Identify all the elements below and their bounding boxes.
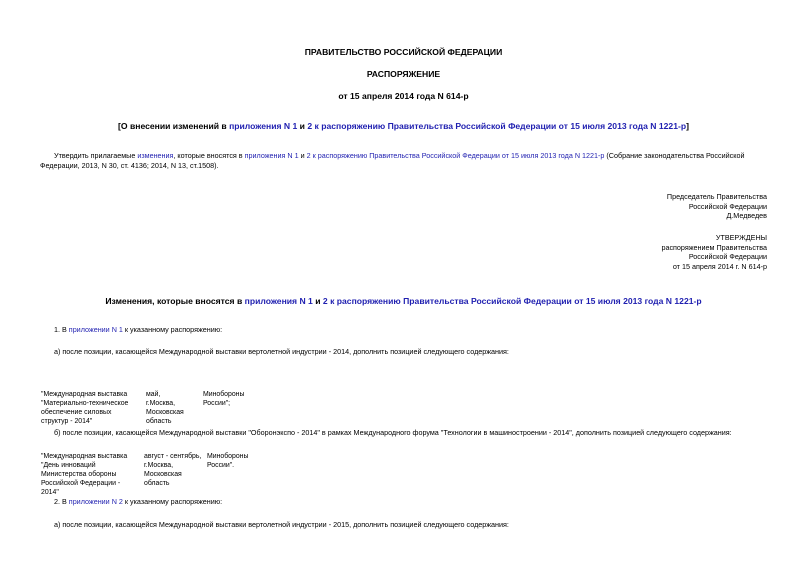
link-appendix-2[interactable]: 2	[307, 121, 313, 131]
link-appendix-1[interactable]: приложения N 1	[244, 296, 313, 306]
link-appendix-1[interactable]: приложения N 1	[229, 121, 298, 131]
link-changes[interactable]: изменения	[137, 151, 174, 160]
item-1: 1. В приложении N 1 к указанному распоряжению:	[54, 325, 223, 334]
main-paragraph: Утвердить прилагаемые изменения, которые вносятся в приложения N 1 и 2 к распоряжению Правительства Российской Федерации от 15 июля 2013 года N 1221-р (Собрание законодательства Российской Федерации, 2013, N 30, ст. 4136; 2014, N 13, ст.1508).	[40, 151, 745, 170]
table2-col-organizer: Минобороны России".	[207, 453, 249, 470]
item-1b: б) после позиции, касающейся Международной выставки "Оборонэкспо - 2014" в рамках Международного форума "Технологии в машиностроении - 2014", дополнить позицией следующего содержания:	[54, 428, 732, 437]
table1-col-place: май, г.Москва, Московская область	[146, 391, 184, 426]
link-appendix-2[interactable]: приложении N 2	[68, 497, 123, 506]
table1-col-event: "Международная выставка "Материально-техническое обеспечение силовых структур - 2014"	[41, 391, 129, 426]
changes-title: Изменения, которые вносятся в приложения N 1 и 2 к распоряжению Правительства Российской Федерации от 15 июля 2013 года N 1221-р	[105, 296, 702, 306]
item-2a: а) после позиции, касающейся Международной выставки вертолетной индустрии - 2015, дополнить позицией следующего содержания:	[54, 520, 509, 529]
approved-block: УТВЕРЖДЕНЫ распоряжением Правительства Российской Федерации от 15 апреля 2014 г. N 614-р	[661, 233, 767, 271]
link-order-1221[interactable]: к распоряжению Правительства Российской Федерации от 15 июля 2013 года N 1221-р	[312, 151, 605, 160]
signature-block: Председатель Правительства Российской Федерации Д.Медведев	[666, 192, 767, 221]
table2-col-place: август - сентябрь, г.Москва, Московская область	[144, 453, 202, 488]
link-order-1221[interactable]: к распоряжению Правительства Российской Федерации от 15 июля 2013 года N 1221-р	[330, 296, 702, 306]
document-title: [О внесении изменений в приложения N 1 и 2 к распоряжению Правительства Российской Федерации от 15 июля 2013 года N 1221-р]	[118, 121, 689, 131]
item-2: 2. В приложении N 2 к указанному распоряжению:	[54, 497, 223, 506]
link-appendix-2[interactable]: 2	[322, 296, 328, 306]
link-appendix-2[interactable]: 2	[306, 151, 311, 160]
document-type: РАСПОРЯЖЕНИЕ	[366, 69, 441, 79]
link-order-1221[interactable]: к распоряжению Правительства Российской Федерации от 15 июля 2013 года N 1221-р	[314, 121, 687, 131]
government-heading: ПРАВИТЕЛЬСТВО РОССИЙСКОЙ ФЕДЕРАЦИИ	[304, 47, 503, 57]
document-date: от 15 апреля 2014 года N 614-р	[338, 91, 469, 101]
link-appendix-1[interactable]: приложения N 1	[244, 151, 299, 160]
link-appendix-1[interactable]: приложении N 1	[68, 325, 123, 334]
table2-col-event: "Международная выставка "День инноваций Министерства обороны Российской Федерации - 2014"	[41, 453, 128, 497]
table1-col-organizer: Минобороны России";	[203, 391, 245, 408]
item-1a: а) после позиции, касающейся Международной выставки вертолетной индустрии - 2014, дополнить позицией следующего содержания:	[54, 347, 509, 356]
